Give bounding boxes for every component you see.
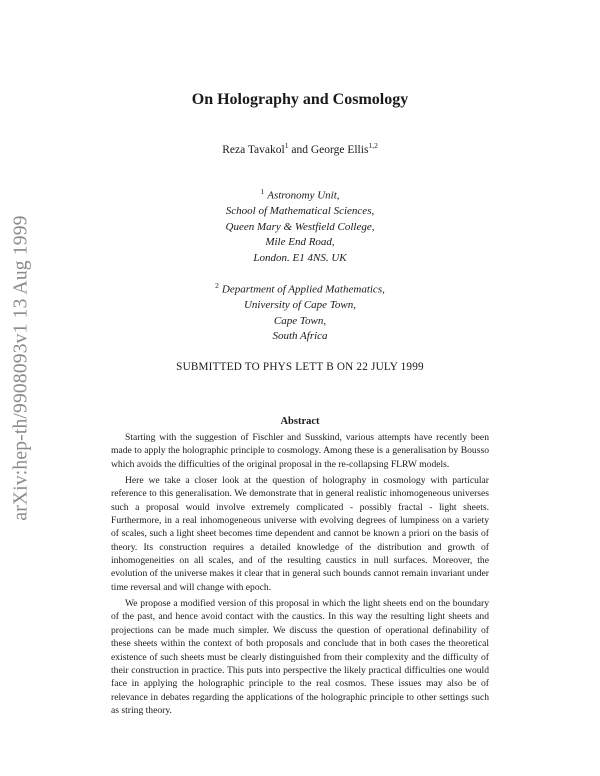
affiliation-line: Mile End Road, <box>265 236 335 249</box>
affiliation-line: School of Mathematical Sciences, <box>225 205 375 218</box>
author-affil-mark: 1,2 <box>368 141 378 150</box>
affiliation-line: $^2$ Department of Applied Mathematics, <box>215 281 385 296</box>
affiliation-line: South Africa <box>272 330 328 343</box>
author-line <box>0 141 600 156</box>
abstract-heading: Abstract <box>280 416 320 427</box>
affiliation-line: London. E1 4NS. UK <box>253 251 347 264</box>
author-name: George Ellis <box>310 143 369 156</box>
affiliation-line: Cape Town, <box>273 314 327 327</box>
abstract-paragraph: Starting with the suggestion of Fischler and Susskind, various attempts have recently been made to apply the holographic principle to cosmology. Among these is a generalisation by Bousso which avoids the difficulties of the original proposal in the re-collapsing FLRW models. <box>111 432 489 470</box>
affiliation-mark: 1 <box>260 187 265 196</box>
paper-title: On Holography and Cosmology <box>191 91 409 108</box>
affiliation-2 <box>0 278 600 345</box>
abstract-paragraph: We propose a modified version of this proposal in which the light sheets end on the boundary of the past, and hence avoid contact with the caustics. In this way the resulting light sheets and projections can be made much simpler. We discuss the question of operational definability of these sheets within the context of both proposals and conclude that in both cases the theoretical existence of such sheets must be clearly distinguished from their complexity and the difficulty of their construction in practice. This puts into perspective the likely practical difficulties one would face in applying the holographic principle to the real cosmos. These issues may also be of relevance in debates regarding the applications of the holographic principle to other settings such as string theory. <box>111 598 489 716</box>
affiliation-1 <box>0 184 600 266</box>
abstract-body <box>111 431 489 720</box>
affiliation-line: University of Cape Town, <box>243 299 357 312</box>
author-affil-mark: 1 <box>284 141 289 150</box>
affiliation-line: Queen Mary & Westfield College, <box>225 220 375 233</box>
submission-note: SUBMITTED TO PHYS LETT B ON 22 JULY 1999 <box>176 361 424 373</box>
abstract-paragraph: Here we take a closer look at the question of holography in cosmology with particular reference to this generalisation. We demonstrate that in general realistic inhomogeneous universes such a proposal would involve extremely complicated - possibly fractal - light sheets. Furthermore, in a real inhomogeneous universe with evolving degrees of lumpiness on a variety of scales, such a light sheet becomes time dependent and cannot be known a priori on the basis of theory. Its construction requires a detailed knowledge of the distribution and growth of inhomogeneities on all scales, and of the resulting caustics in null surfaces. Moreover, the evolution of the universe makes it clear that in general such bounds cannot remain invariant under time reversal and will change with epoch. <box>111 475 489 593</box>
author-name: Reza Tavakol <box>222 143 285 156</box>
affiliation-line: $^1$ Astronomy Unit, <box>260 187 340 202</box>
arxiv-stamp-text: arXiv:hep-th/9908093v1 13 Aug 1999 <box>11 215 33 521</box>
author-connector: and <box>291 143 308 156</box>
affiliation-mark: 2 <box>215 281 219 290</box>
